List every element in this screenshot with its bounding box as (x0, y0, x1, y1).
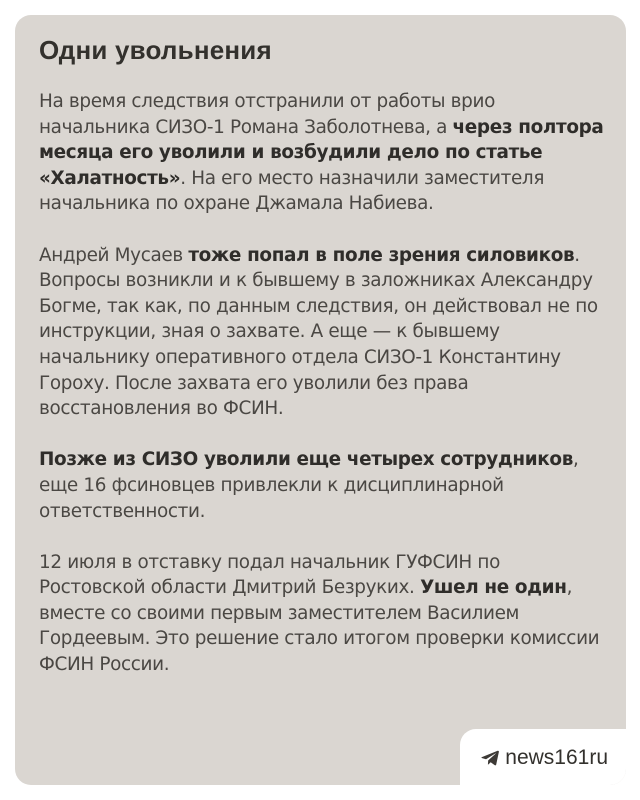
paragraph-text: На время следствия отстранили от работы врио начальника СИЗО-1 Романа Заболотнева, а (39, 91, 495, 138)
paragraph (39, 89, 609, 217)
paragraph-text: , вместе со своими первым заместителем Василием Гордеевым. Это решение стало итогом проверки комиссии ФСИН России. (39, 577, 600, 676)
paragraph-highlight: Позже из СИЗО уволили еще четырех сотрудников (39, 449, 573, 471)
brand-label: news161ru (505, 746, 608, 769)
paragraph-text: . На его место назначили заместителя начальника по охране Джамала Набиева. (39, 167, 545, 215)
paragraph-highlight: через полтора месяца его уволили и возбудили дело по статье «Халатность» (39, 116, 604, 189)
paragraph (39, 550, 609, 678)
paragraph-text: 12 июля в отставку подал начальник ГУФСИН по Ростовской области Дмитрий Безруких. (39, 551, 500, 599)
paragraph-highlight: тоже попал в поле зрения силовиков (188, 244, 575, 266)
paragraph (39, 243, 609, 422)
paragraph-text: . Вопросы возникли и к бывшему в заложниках Александру Богме, так как, по данным следствия, он действовал не по инструкции, зная о захвате. А еще — к бывшему начальнику оперативного отдела СИЗО-1 Константину Гороху. После захвата его уволили без права восстановления во ФСИН. (39, 244, 598, 420)
branding-corner (460, 729, 626, 785)
paragraph (39, 447, 609, 524)
paragraph-text: , еще 16 фсиновцев привлекли к дисциплинарной ответственности. (39, 449, 579, 522)
paragraph-highlight: Ушел не один (420, 577, 567, 599)
card-title: Одни увольнения (39, 35, 272, 65)
telegram-icon (481, 750, 499, 766)
branding-link[interactable] (481, 746, 608, 770)
article-body (39, 89, 609, 703)
article-card (15, 15, 626, 785)
paragraph-text: Андрей Мусаев (39, 244, 189, 266)
